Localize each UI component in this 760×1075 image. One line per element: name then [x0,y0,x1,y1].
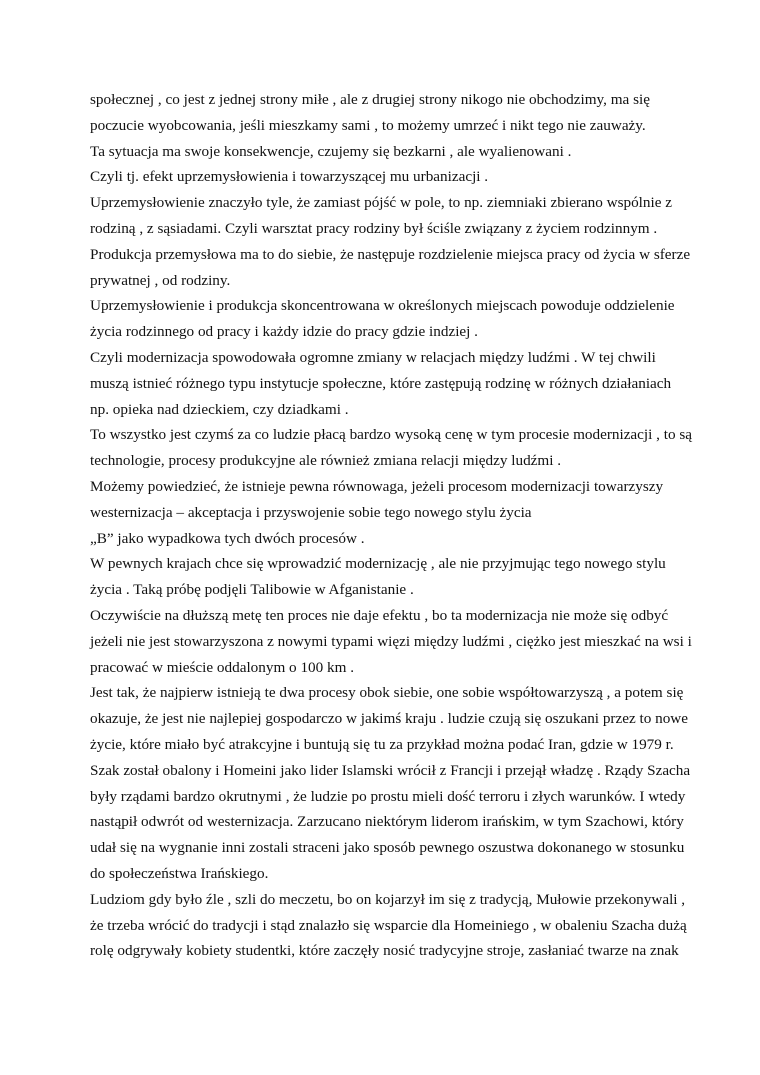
text-line: okazuje, że jest nie najlepiej gospodarczo w jakimś kraju . ludzie czują się oszukani przez to nowe [90,710,688,728]
text-line: życia . Taką próbę podjęli Talibowie w Afganistanie . [90,581,414,599]
text-line: Uprzemysłowienie znaczyło tyle, że zamiast pójść w pole, to np. ziemniaki zbierano wspólnie z [90,194,672,212]
text-line: nastąpił odwrót od westernizacja. Zarzucano niektórym liderom irańskim, w tym Szachowi, który [90,813,684,831]
text-line: jeżeli nie jest stowarzyszona z nowymi typami więzi między ludźmi , ciężko jest mieszkać na wsi i [90,632,692,650]
text-line: Jest tak, że najpierw istnieją te dwa procesy obok siebie, one sobie współtowarzyszą , a potem się [90,684,684,702]
text-line: Możemy powiedzieć, że istnieje pewna równowaga, jeżeli procesom modernizacji towarzyszy [90,477,664,495]
text-line: do społeczeństwa Irańskiego. [90,864,269,882]
text-line: westernizacja – akceptacja i przyswojenie sobie tego nowego stylu życia [90,503,532,521]
text-line: życia rodzinnego od pracy i każdy idzie do pracy gdzie indziej . [90,323,478,341]
text-line: „B” jako wypadkowa tych dwóch procesów . [90,529,365,547]
text-line: Uprzemysłowienie i produkcja skoncentrowana w określonych miejscach powoduje oddzielenie [90,297,675,315]
text-line: pracować w mieście oddalonym o 100 km . [90,658,355,676]
text-line: Czyli tj. efekt uprzemysłowienia i towarzyszącej mu urbanizacji . [90,168,489,186]
text-line: Oczywiście na dłuższą metę ten proces nie daje efektu , bo ta modernizacja nie może się odbyć [90,606,669,624]
text-line: np. opieka nad dzieckiem, czy dziadkami . [90,400,349,418]
text-line: udał się na wygnanie inni zostali straceni jako sposób pewnego oszustwa dokonanego w stosunku [90,839,685,857]
text-line: były rządami bardzo okrutnymi , że ludzie po prostu mieli dość terroru i złych warunków. I wtedy [90,787,686,805]
text-line: Szak został obalony i Homeini jako lider Islamski wrócił z Francji i przejął władzę . Rządy Szacha [90,761,691,779]
text-line: Ludziom gdy było źle , szli do meczetu, bo on kojarzył im się z tradycją, Mułowie przekonywali , [90,890,686,908]
text-line: Produkcja przemysłowa ma to do siebie, że następuje rozdzielenie miejsca pracy od życia w sferze [90,245,691,263]
body-text [90,87,710,964]
text-line: Ta sytuacja ma swoje konsekwencje, czujemy się bezkarni , ale wyalienowani . [90,142,572,160]
text-line: społecznej , co jest z jednej strony miłe , ale z drugiej strony nikogo nie obchodzimy, ma się [90,91,650,108]
text-line: rolę odgrywały kobiety studentki, które zaczęły nosić tradycyjne stroje, zasłaniać twarze na znak [90,942,679,960]
text-line: Czyli modernizacja spowodowała ogromne zmiany w relacjach między ludźmi . W tej chwili [90,348,656,366]
text-line: rodziną , z sąsiadami. Czyli warsztat pracy rodziny był ściśle związany z życiem rodzinnym . [90,219,658,237]
text-line: życie, które miało być atrakcyjne i buntują się tu za przykład można podać Iran, gdzie w 1979 r. [90,735,674,753]
text-line: prywatnej , od rodziny. [90,271,231,289]
text-line: W pewnych krajach chce się wprowadzić modernizację , ale nie przyjmując tego nowego stylu [90,555,666,573]
text-line: że trzeba wrócić do tradycji i stąd znalazło się wsparcie dla Homeiniego , w obaleniu Szacha dużą [90,916,687,934]
text-line: muszą istnieć różnego typu instytucje społeczne, które zastępują rodzinę w różnych działaniach [90,374,672,392]
text-line: technologie, procesy produkcyjne ale również zmiana relacji między ludźmi . [90,452,562,470]
text-line: poczucie wyobcowania, jeśli mieszkamy sami , to możemy umrzeć i nikt tego nie zauważy. [90,116,646,134]
text-line: To wszystko jest czymś za co ludzie płacą bardzo wysoką cenę w tym procesie modernizacji , to są [90,426,693,444]
